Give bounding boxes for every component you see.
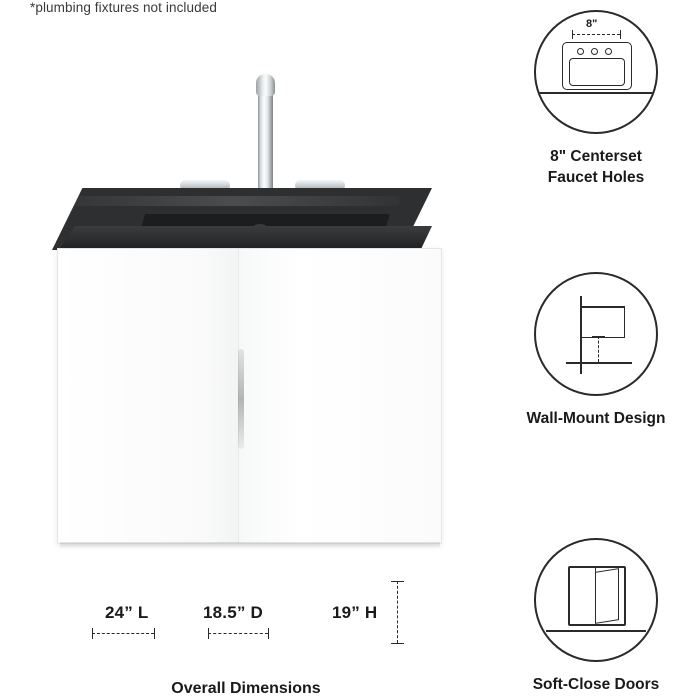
feature-soft-close-doors <box>492 538 700 696</box>
dimension-height-tick-bottom <box>391 643 404 644</box>
faucet-neck-icon <box>256 74 275 96</box>
badge-counter-line <box>536 92 656 94</box>
cabinet-drop-shadow <box>60 542 440 549</box>
feature-label-centerset-line1: 8" Centerset <box>550 148 642 165</box>
dimension-depth-tick-start <box>208 628 209 639</box>
feature-wall-mount-design <box>492 272 700 430</box>
countertop-front-edge <box>52 226 432 250</box>
dimension-diagram <box>60 575 450 655</box>
vanity-box-icon <box>580 306 625 338</box>
badge-dimension-label: 8" <box>586 18 598 30</box>
centerset-faucet-holes-icon <box>534 10 658 134</box>
dimension-length-tick-start <box>92 628 93 639</box>
product-image <box>30 30 450 530</box>
vanity-cabinet <box>57 248 442 544</box>
badge-dimension-line <box>572 34 620 35</box>
dimension-depth-label: 18.5” D <box>203 603 263 622</box>
feature-label-wall-mount: Wall-Mount Design <box>526 410 666 427</box>
overall-dimensions-caption: Overall Dimensions <box>171 680 321 697</box>
soft-close-doors-icon <box>534 538 658 662</box>
dimension-height-label: 19” H <box>332 603 378 622</box>
cabinet-door-pull <box>238 349 244 449</box>
cabinet-door-left <box>58 249 239 543</box>
feature-label-centerset <box>492 147 700 189</box>
faucet-hole-2-icon <box>591 48 598 55</box>
feature-label-centerset-line2: Faucet Holes <box>547 168 645 186</box>
dimension-height-line <box>397 581 398 643</box>
sink-inner-outline-icon <box>569 58 625 86</box>
badge-dimension-tick-start <box>572 30 573 39</box>
faucet-hole-3-icon <box>605 48 612 55</box>
disclaimer-text: *plumbing fixtures not included <box>30 0 217 15</box>
dimension-depth-tick-end <box>268 628 269 639</box>
faucet-hole-1-icon <box>577 48 584 55</box>
badge-base-line <box>546 630 646 632</box>
countertop-highlight <box>70 196 400 206</box>
floor-line-icon <box>566 362 632 364</box>
dimension-length-label: 24” L <box>105 603 149 622</box>
floor-gap-line <box>598 336 599 362</box>
wall-mount-design-icon <box>534 272 658 396</box>
vanity-top-line-icon <box>580 306 624 308</box>
open-door-icon <box>595 568 619 624</box>
dimension-length-line <box>92 633 154 634</box>
feature-label-soft-close: Soft-Close Doors <box>532 676 660 693</box>
floor-gap-tick-top <box>592 336 605 337</box>
cabinet-door-right <box>239 249 441 543</box>
dimension-height-tick-top <box>391 581 404 582</box>
badge-dimension-tick-end <box>620 30 621 39</box>
dimension-depth-line <box>208 633 268 634</box>
dimension-length-tick-end <box>154 628 155 639</box>
feature-centerset-faucet-holes <box>492 10 700 189</box>
